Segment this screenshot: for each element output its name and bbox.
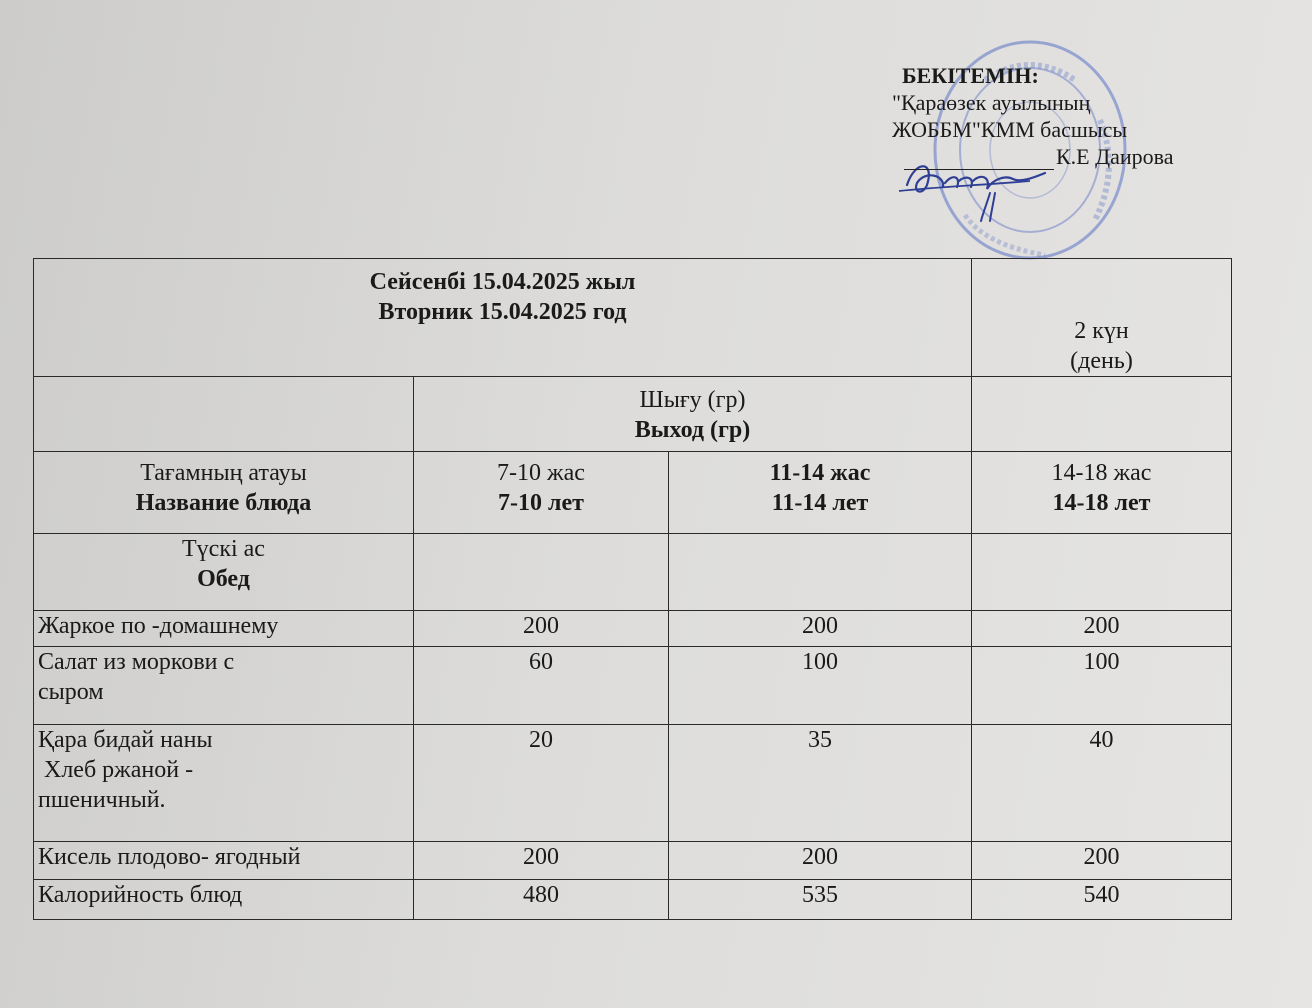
value-7-10: 200 — [414, 611, 669, 647]
approval-line-1: "Қараөзек ауылының — [892, 90, 1091, 115]
empty-cell — [972, 377, 1232, 452]
table-row — [34, 725, 1232, 842]
approval-block — [892, 62, 1222, 170]
column-name-header — [34, 452, 414, 534]
column-age-11-14-header — [669, 452, 972, 534]
empty-cell — [34, 377, 414, 452]
value-7-10: 20 — [414, 725, 669, 842]
dish-name: Жаркое по -домашнему — [34, 611, 414, 647]
age3-kz: 14-18 жас — [1051, 460, 1152, 486]
output-ru: Выход (гр) — [634, 417, 751, 443]
signatory-name: К.Е Даирова — [1056, 144, 1174, 169]
dish-name-line: Қара бидай наны — [38, 727, 213, 753]
age2-ru: 11-14 лет — [771, 490, 869, 516]
day-number-ru: (день) — [1070, 348, 1133, 374]
column-age-7-10-header — [414, 452, 669, 534]
value-14-18: 100 — [972, 647, 1232, 725]
empty-cell — [414, 534, 669, 611]
dish-name-line: Хлеб ржаной - — [38, 757, 194, 783]
output-header-cell — [414, 377, 972, 452]
empty-cell — [972, 534, 1232, 611]
dish-name: Калорийность блюд — [34, 880, 414, 920]
age2-kz: 11-14 жас — [769, 460, 871, 486]
table-row — [34, 647, 1232, 725]
column-name-kz: Тағамның атауы — [140, 460, 307, 486]
value-11-14: 100 — [669, 647, 972, 725]
value-7-10: 60 — [414, 647, 669, 725]
date-kz: Сейсенбі 15.04.2025 жыл — [369, 269, 636, 295]
dish-name-line: пшеничный. — [38, 787, 166, 813]
output-kz: Шығу (гр) — [639, 387, 746, 413]
column-age-14-18-header — [972, 452, 1232, 534]
value-14-18: 200 — [972, 611, 1232, 647]
age3-ru: 14-18 лет — [1052, 490, 1151, 516]
date-ru: Вторник 15.04.2025 год — [378, 299, 627, 325]
value-7-10: 200 — [414, 842, 669, 880]
approval-line-2: ЖОББМ"КММ басшысы — [892, 117, 1128, 142]
approval-title: БЕКІТЕМІН: — [902, 63, 1039, 88]
dish-name: Кисель плодово- ягодный — [34, 842, 414, 880]
dish-name — [34, 647, 414, 725]
value-11-14: 200 — [669, 842, 972, 880]
table-row — [34, 611, 1232, 647]
table-row — [34, 842, 1232, 880]
table-row — [34, 880, 1232, 920]
dish-name-line: сыром — [38, 679, 104, 705]
dish-name-line: Салат из моркови с — [38, 649, 235, 675]
value-14-18: 40 — [972, 725, 1232, 842]
value-11-14: 535 — [669, 880, 972, 920]
menu-table — [33, 258, 1232, 920]
value-7-10: 480 — [414, 880, 669, 920]
day-number-kz: 2 күн — [1074, 318, 1129, 344]
meal-kz: Түскі ас — [182, 536, 265, 562]
columns-header-row — [34, 452, 1232, 534]
signature-line — [892, 143, 1222, 170]
value-11-14: 200 — [669, 611, 972, 647]
day-number-cell — [972, 259, 1232, 377]
empty-cell — [669, 534, 972, 611]
value-14-18: 540 — [972, 880, 1232, 920]
table-header-row — [34, 259, 1232, 377]
meal-cell — [34, 534, 414, 611]
age1-kz: 7-10 жас — [497, 460, 585, 486]
value-14-18: 200 — [972, 842, 1232, 880]
column-name-ru: Название блюда — [135, 490, 312, 516]
meal-ru: Обед — [197, 566, 250, 592]
age1-ru: 7-10 лет — [498, 490, 584, 516]
signature-blank — [904, 149, 1054, 170]
output-header-row — [34, 377, 1232, 452]
meal-row — [34, 534, 1232, 611]
value-11-14: 35 — [669, 725, 972, 842]
date-cell — [34, 259, 972, 377]
dish-name — [34, 725, 414, 842]
